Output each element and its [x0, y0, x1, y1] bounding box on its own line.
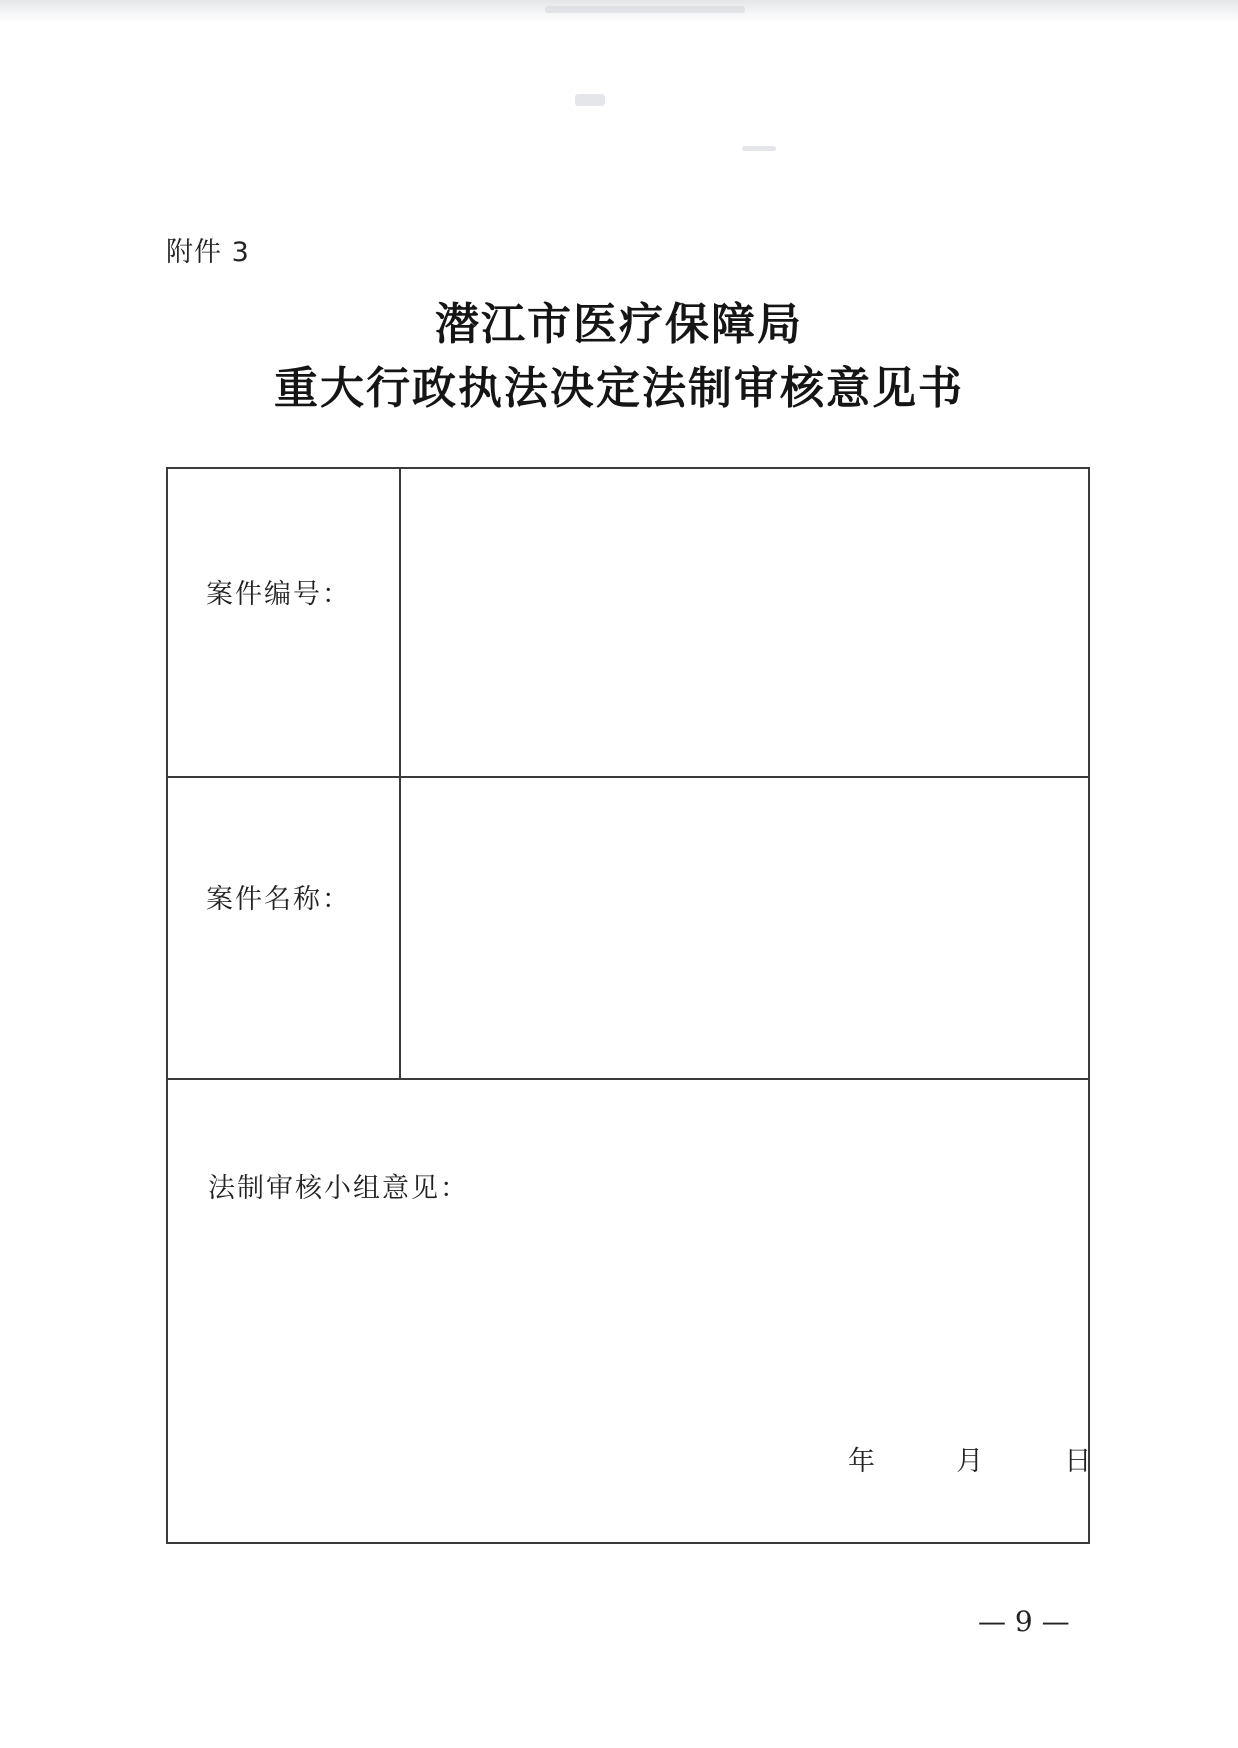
- document-title: 重大行政执法决定法制审核意见书: [274, 363, 964, 414]
- row-divider: [168, 1078, 1088, 1080]
- page-number: — 9 —: [978, 1605, 1070, 1638]
- scan-artifact: [575, 94, 605, 106]
- review-opinion-label: 法制审核小组意见：: [208, 1173, 469, 1204]
- date-day: 日: [1064, 1446, 1092, 1477]
- attachment-label: 附件 3: [166, 237, 250, 268]
- date-year: 年: [848, 1446, 875, 1477]
- case-number-label: 案件编号：: [206, 579, 351, 610]
- document-title-org: 潜江市医疗保障局: [435, 299, 803, 350]
- scan-artifact: [545, 6, 745, 13]
- review-opinion-field[interactable]: [168, 1209, 1088, 1429]
- scan-artifact: [742, 146, 776, 151]
- review-form-table: [166, 467, 1090, 1544]
- date-month: 月: [956, 1446, 984, 1477]
- date-line: [848, 1439, 1091, 1478]
- case-name-label: 案件名称：: [206, 884, 351, 915]
- case-number-field[interactable]: [401, 469, 1088, 776]
- case-name-field[interactable]: [401, 778, 1088, 1078]
